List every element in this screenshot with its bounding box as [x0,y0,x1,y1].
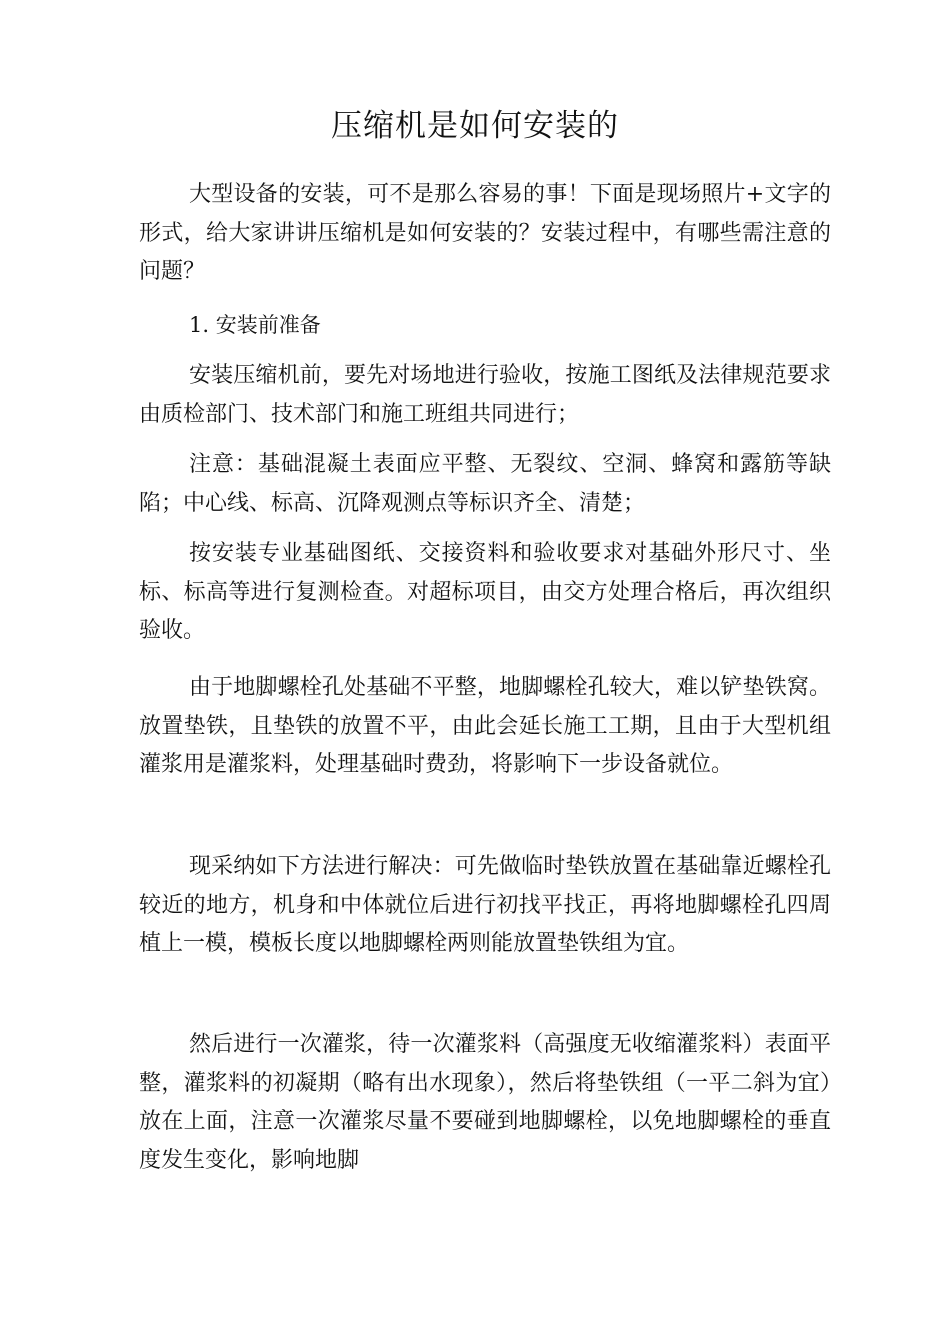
document-title: 压缩机是如何安装的 [331,108,619,144]
body-paragraph-5: 现采纳如下方法进行解决：可先做临时垫铁放置在基础靠近螺栓孔较近的地方，机身和中体就位后进行初找平找正，再将地脚螺栓孔四周植上一模，模板长度以地脚螺栓两则能放置垫铁组为宜。 [139,854,831,956]
body-paragraph-2: 注意：基础混凝土表面应平整、无裂纹、空洞、蜂窝和露筋等缺陷；中心线、标高、沉降观测点等标识齐全、清楚； [139,452,831,516]
body-paragraph-1: 安装压缩机前，要先对场地进行验收，按施工图纸及法律规范要求由质检部门、技术部门和施工班组共同进行； [139,363,831,427]
body-paragraph-6: 然后进行一次灌浆，待一次灌浆料（高强度无收缩灌浆料）表面平整，灌浆料的初凝期（略有出水现象），然后将垫铁组（一平二斜为宜）放在上面，注意一次灌浆尽量不要碰到地脚螺栓，以免地脚螺栓的垂直度发生变化，影响地脚 [139,1032,831,1173]
section-heading: 1. 安装前准备 [189,313,321,337]
body-paragraph-3: 按安装专业基础图纸、交接资料和验收要求对基础外形尺寸、坐标、标高等进行复测检查。对超标项目，由交方处理合格后，再次组织验收。 [139,541,831,643]
intro-paragraph: 大型设备的安装，可不是那么容易的事！下面是现场照片+文字的形式，给大家讲讲压缩机是如何安装的？安装过程中，有哪些需注意的问题？ [139,182,831,284]
body-paragraph-4: 由于地脚螺栓孔处基础不平整，地脚螺栓孔较大，难以铲垫铁窝。放置垫铁，且垫铁的放置不平，由此会延长施工工期，且由于大型机组灌浆用是灌浆料，处理基础时费劲，将影响下一步设备就位。 [139,675,831,777]
